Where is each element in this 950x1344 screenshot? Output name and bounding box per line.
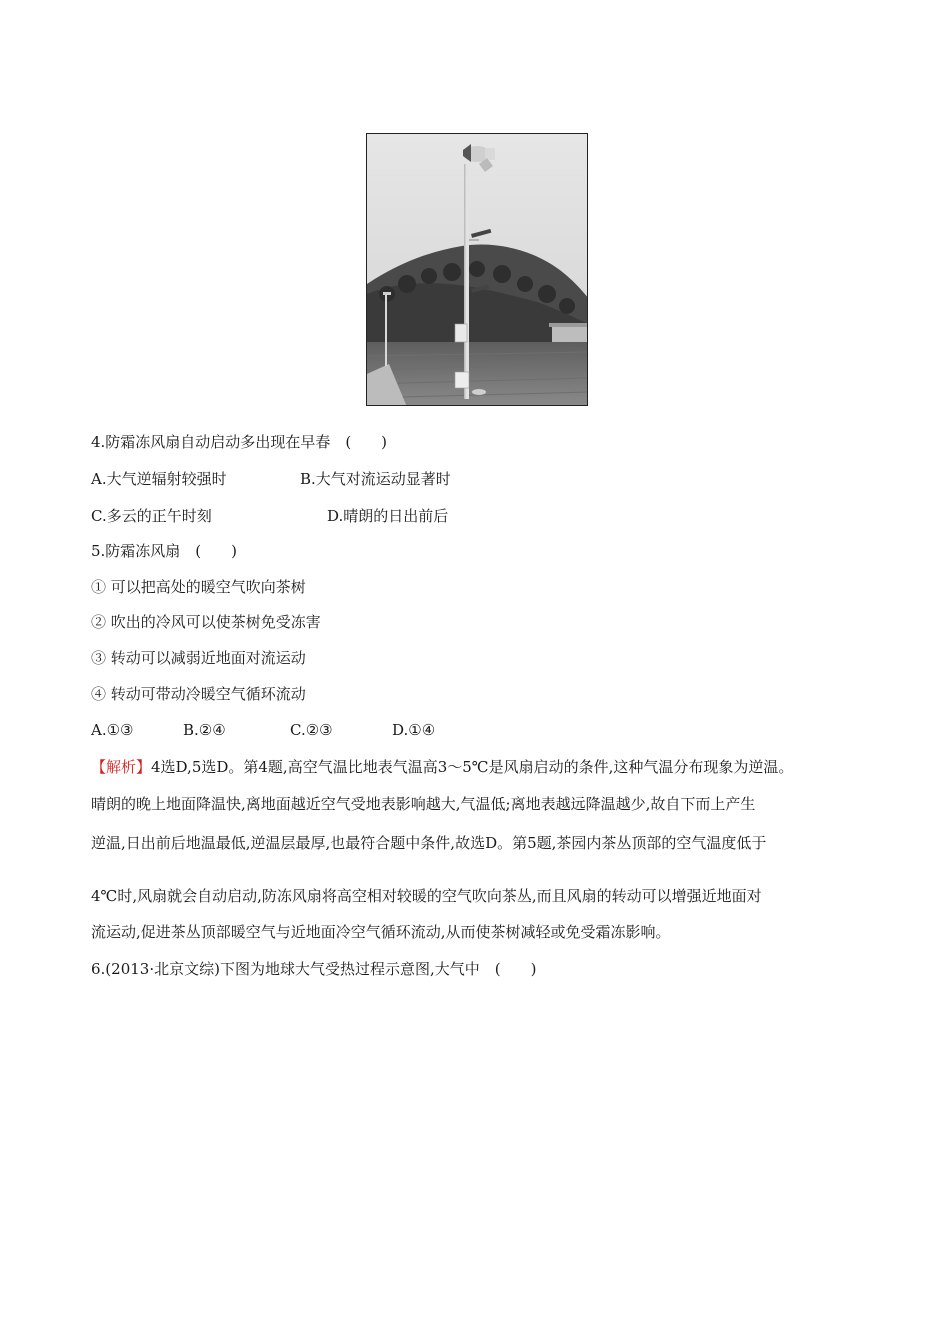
q5-option-d: D.①④	[392, 721, 436, 739]
q5-item-1: ① 可以把高处的暖空气吹向茶树	[91, 578, 306, 596]
q5-option-c: C.②③	[290, 721, 333, 739]
analysis-text-1: 4选D,5选D。第4题,高空气温比地表气温高3～5℃是风扇启动的条件,这种气温分布现象为逆温。	[151, 758, 794, 776]
q4-option-d: D.晴朗的日出前后	[327, 507, 449, 525]
q4-option-a: A.大气逆辐射较强时	[91, 470, 227, 488]
q5-item-4: ④ 转动可带动冷暖空气循环流动	[91, 685, 306, 703]
question-5-stem: 5.防霜冻风扇 ( )	[91, 542, 238, 560]
analysis-line-4: 4℃时,风扇就会自动启动,防冻风扇将高空相对较暖的空气吹向茶丛,而且风扇的转动可以增强近地面对	[91, 887, 762, 905]
analysis-line-1	[91, 757, 871, 777]
q4-option-c: C.多云的正午时刻	[91, 507, 212, 525]
q5-option-b: B.②④	[183, 721, 226, 739]
frost-fan-photo	[366, 133, 588, 406]
q5-item-3: ③ 转动可以减弱近地面对流运动	[91, 649, 306, 667]
question-4-stem: 4.防霜冻风扇自动启动多出现在早春 ( )	[91, 433, 388, 451]
question-6-stem: 6.(2013·北京文综)下图为地球大气受热过程示意图,大气中 ( )	[91, 960, 537, 978]
analysis-line-5: 流运动,促进茶丛顶部暖空气与近地面冷空气循环流动,从而使茶树减轻或免受霜冻影响。	[91, 923, 671, 941]
analysis-line-2: 晴朗的晚上地面降温快,离地面越近空气受地表影响越大,气温低;离地表越远降温越少,故自下而上产生	[91, 795, 756, 813]
q5-option-a: A.①③	[91, 721, 134, 739]
q5-item-2: ② 吹出的冷风可以使茶树免受冻害	[91, 613, 321, 631]
analysis-tag: 【解析】	[91, 758, 152, 776]
analysis-line-3: 逆温,日出前后地温最低,逆温层最厚,也最符合题中条件,故选D。第5题,茶园内茶丛顶部的空气温度低于	[91, 834, 767, 852]
q4-option-b: B.大气对流运动显著时	[300, 470, 451, 488]
